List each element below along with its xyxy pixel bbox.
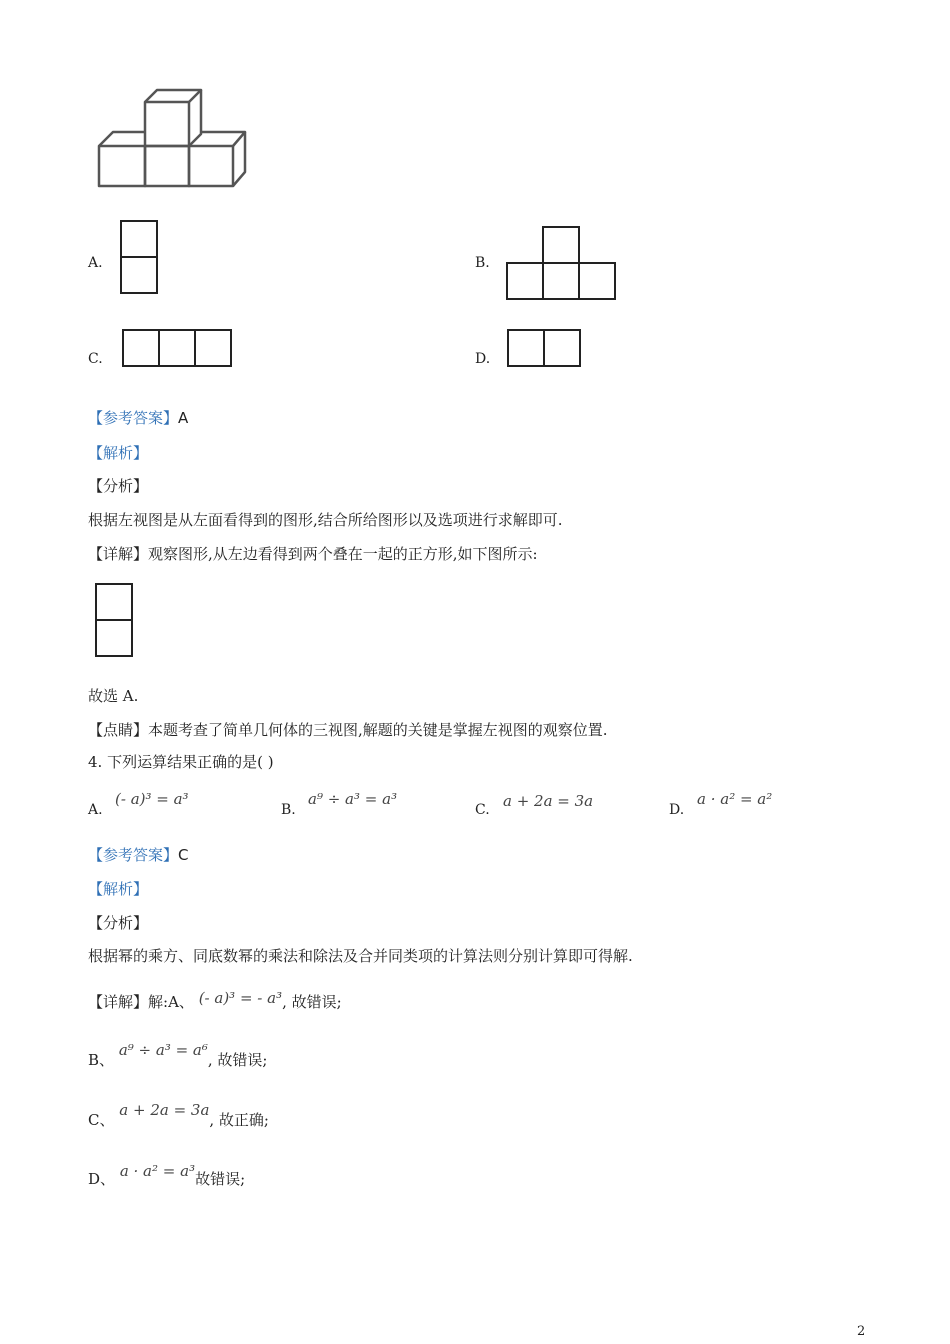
- q4-option-d-label: D.: [669, 802, 685, 818]
- q3-option-d-figure: [507, 329, 583, 369]
- q3-analysis-tag: 【解析】: [88, 444, 149, 462]
- q4-analysis-tag: 【解析】: [88, 880, 149, 898]
- q4-detail-a-line: [88, 989, 342, 1012]
- q4-detail-a-prefix: 解:A、: [148, 993, 194, 1011]
- q4-fenxi-tag: 【分析】: [88, 914, 149, 932]
- q3-answer-tag: 【参考答案】: [88, 409, 179, 427]
- q4-option-b-label: B.: [281, 802, 296, 818]
- q3-option-a-label: A.: [88, 255, 103, 271]
- q4-detail-b-expr: a⁹ ÷ a³ = a⁶: [118, 1041, 208, 1059]
- q4-detail-d-line: [88, 1162, 246, 1189]
- q3-option-d-label: D.: [475, 351, 491, 367]
- q4-fenxi-text: 根据幂的乘方、同底数幂的乘法和除法及合并同类项的计算法则分别计算即可得解.: [88, 947, 633, 965]
- q3-detail-figure: [95, 583, 135, 658]
- q4-option-a-label: A.: [88, 802, 103, 818]
- q4-detail-b-line: [88, 1041, 268, 1070]
- q4-detail-a-expr: (- a)³ = - a³: [198, 989, 283, 1007]
- q3-comment-line: [88, 720, 608, 740]
- q3-option-c-figure: [122, 329, 234, 369]
- q3-conclusion: 故选 A.: [88, 687, 139, 705]
- q4-option-b-expr: a⁹ ÷ a³ = a³: [308, 790, 398, 808]
- q3-option-c-label: C.: [88, 351, 103, 367]
- q3-detail-tag: 【详解】: [88, 545, 149, 563]
- q3-option-a-figure: [120, 220, 160, 295]
- q4-answer-tag: 【参考答案】: [88, 846, 179, 864]
- q4-answer-value: C: [178, 846, 189, 864]
- q3-answer-line: [88, 408, 188, 428]
- q3-detail-text: 观察图形,从左边看得到两个叠在一起的正方形,如下图所示:: [148, 545, 538, 563]
- q3-detail-line: [88, 544, 538, 564]
- q3-answer-value: A: [178, 409, 189, 427]
- q4-detail-a-suffix: , 故错误;: [282, 993, 342, 1011]
- q3-fenxi-tag: 【分析】: [88, 477, 149, 495]
- q4-detail-tag: 【详解】: [88, 993, 149, 1011]
- q3-comment-text: 本题考查了简单几何体的三视图,解题的关键是掌握左视图的观察位置.: [148, 721, 608, 739]
- page-number: 2: [857, 1324, 866, 1339]
- cube-solid-figure: [95, 86, 255, 196]
- q4-detail-d-suffix: 故错误;: [195, 1170, 246, 1188]
- q4-option-c-label: C.: [475, 802, 490, 818]
- q4-option-a-expr: (- a)³ = a³: [115, 790, 189, 808]
- q4-detail-c-suffix: , 故正确;: [209, 1111, 269, 1129]
- q4-option-d-expr: a · a² = a²: [697, 790, 773, 808]
- q3-comment-tag: 【点睛】: [88, 721, 149, 739]
- q4-detail-c-expr: a + 2a = 3a: [119, 1101, 210, 1119]
- q4-detail-d-expr: a · a² = a³: [119, 1162, 196, 1180]
- q4-detail-b-prefix: B、: [88, 1051, 115, 1069]
- q3-option-b-label: B.: [475, 255, 490, 271]
- q4-detail-b-suffix: , 故错误;: [207, 1051, 268, 1069]
- q4-detail-c-line: [88, 1101, 269, 1130]
- q4-option-c-expr: a + 2a = 3a: [503, 792, 594, 810]
- q4-stem: 4. 下列运算结果正确的是( ): [88, 753, 274, 771]
- q3-option-b-figure: [506, 226, 618, 301]
- q4-detail-d-prefix: D、: [88, 1170, 116, 1188]
- q4-detail-c-prefix: C、: [88, 1111, 115, 1129]
- q3-fenxi-text: 根据左视图是从左面看得到的图形,结合所给图形以及选项进行求解即可.: [88, 511, 563, 529]
- q4-answer-line: [88, 845, 189, 865]
